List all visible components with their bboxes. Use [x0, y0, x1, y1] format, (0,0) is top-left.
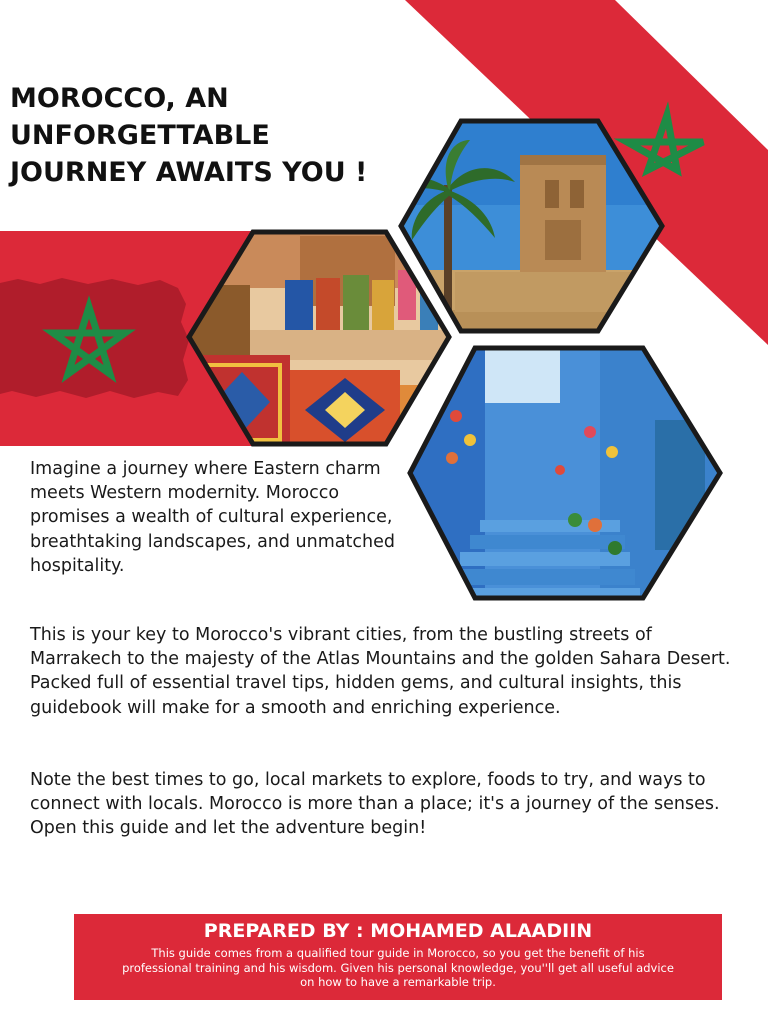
author-description: This guide comes from a qualified tour guide in Morocco, so you get the benefit of his professional training and his wisdom. Given his personal knowledge, you''ll get all useful advice on how to have a remarkable trip.	[122, 946, 674, 989]
title-line: UNFORGETTABLE	[10, 120, 270, 151]
author-heading: PREPARED BY : MOHAMED ALAADIIN	[203, 920, 593, 942]
title-line: JOURNEY AWAITS YOU !	[10, 157, 368, 188]
tips-paragraph: Note the best times to go, local markets to explore, foods to try, and ways to connect with locals. Morocco is more than a place; it's a journey of the senses. Open this guide and let the adventure begin!	[30, 770, 720, 839]
blue-street-image	[405, 343, 725, 603]
title-line: MOROCCO, AN	[10, 83, 229, 114]
page-title	[10, 80, 367, 191]
intro-paragraph: Imagine a journey where Eastern charm meets Western modernity. Morocco promises a wealth of cultural experience, breathtaking landscapes, and unmatched hospitality.	[30, 459, 395, 576]
author-footer	[74, 914, 722, 1000]
guide-paragraph: This is your key to Morocco's vibrant cities, from the bustling streets of Marrakech to the majesty of the Atlas Mountains and the golden Sahara Desert. Packed full of essential travel tips, hidden gems, and cultural insights, this guidebook will make for a smooth and enriching experience.	[30, 625, 731, 718]
brush-stroke	[0, 278, 189, 398]
